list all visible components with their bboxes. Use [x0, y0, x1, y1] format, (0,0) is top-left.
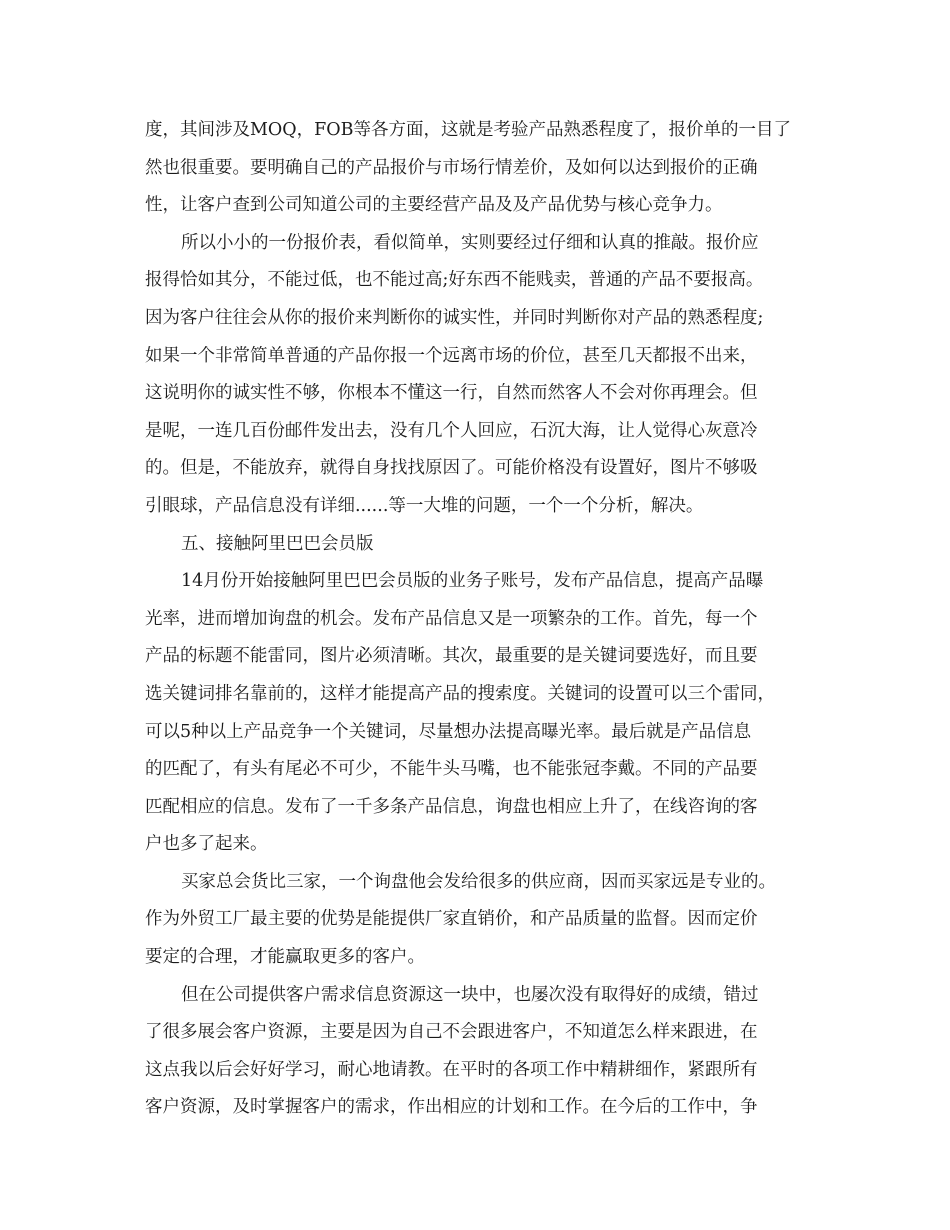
- text-line-3: 性，让客户查到公司知道公司的主要经营产品及及产品优势与核心竞争力。: [145, 195, 723, 216]
- text-line-19: 匹配相应的信息。发布了一千多条产品信息，询盘也相应上升了，在线咨询的客: [145, 796, 758, 817]
- text-line-8: 这说明你的诚实性不够，你根本不懂这一行，自然而然客人不会对你再理会。但: [145, 383, 758, 404]
- text-line-27: 客户资源，及时掌握客户的需求，作出相应的计划和工作。在今后的工作中，争: [145, 1097, 758, 1118]
- text-line-18: 的匹配了，有头有尾必不可少，不能牛头马嘴，也不能张冠李戴。不同的产品要: [145, 759, 758, 780]
- text-line-10: 的。但是，不能放弃，就得自身找找原因了。可能价格没有设置好，图片不够吸: [145, 458, 758, 479]
- text-line-11: 引眼球，产品信息没有详细......等一大堆的问题，一个一个分析，解决。: [145, 495, 704, 516]
- text-line-5: 报得恰如其分，不能过低，也不能过高;好东西不能贱卖，普通的产品不要报高。: [145, 270, 764, 291]
- text-line-26: 这点我以后会好好学习，耐心地请教。在平时的各项工作中精耕细作，紧跟所有: [145, 1059, 758, 1080]
- text-line-1: 度，其间涉及MOQ，FOB等各方面，这就是考验产品熟悉程度了，报价单的一目了: [145, 120, 791, 140]
- text-line-23: 要定的合理，才能赢取更多的客户。: [145, 947, 425, 968]
- text-line-21: 买家总会货比三家，一个询盘他会发给很多的供应商，因而买家远是专业的。: [181, 871, 776, 892]
- text-line-22: 作为外贸工厂最主要的优势是能提供厂家直销价，和产品质量的监督。因而定价: [145, 909, 758, 930]
- text-line-14: 光率，进而增加询盘的机会。发布产品信息又是一项繁杂的工作。首先，每一个: [145, 608, 758, 629]
- text-line-25: 了很多展会客户资源，主要是因为自己不会跟进客户，不知道怎么样来跟进，在: [145, 1022, 758, 1043]
- text-line-4: 所以小小的一份报价表，看似简单，实则要经过仔细和认真的推敲。报价应: [181, 232, 759, 253]
- text-line-17: 可以5种以上产品竞争一个关键词，尽量想办法提高曝光率。最后就是产品信息: [145, 721, 752, 742]
- text-line-16: 选关键词排名靠前的，这样才能提高产品的搜索度。关键词的设置可以三个雷同，: [145, 683, 775, 704]
- document-body: [145, 112, 807, 1127]
- text-line-13: 14月份开始接触阿里巴巴会员版的业务子账号，发布产品信息，提高产品曝: [181, 571, 764, 592]
- text-line-2: 然也很重要。要明确自己的产品报价与市场行情差价，及如何以达到报价的正确: [145, 157, 758, 178]
- text-line-6: 因为客户往往会从你的报价来判断你的诚实性，并同时判断你对产品的熟悉程度;: [145, 307, 764, 328]
- text-line-24: 但在公司提供客户需求信息资源这一块中，也屡次没有取得好的成绩，错过: [181, 984, 759, 1005]
- text-line-20: 户也多了起来。: [145, 834, 268, 855]
- text-line-7: 如果一个非常简单普通的产品你报一个远离市场的价位，甚至几天都报不出来，: [145, 345, 758, 366]
- text-line-15: 产品的标题不能雷同，图片必须清晰。其次，最重要的是关键词要选好，而且要: [145, 646, 758, 667]
- section-heading: 五、接触阿里巴巴会员版: [181, 533, 374, 554]
- text-line-9: 是呢，一连几百份邮件发出去，没有几个人回应，石沉大海，让人觉得心灰意冷: [145, 420, 758, 441]
